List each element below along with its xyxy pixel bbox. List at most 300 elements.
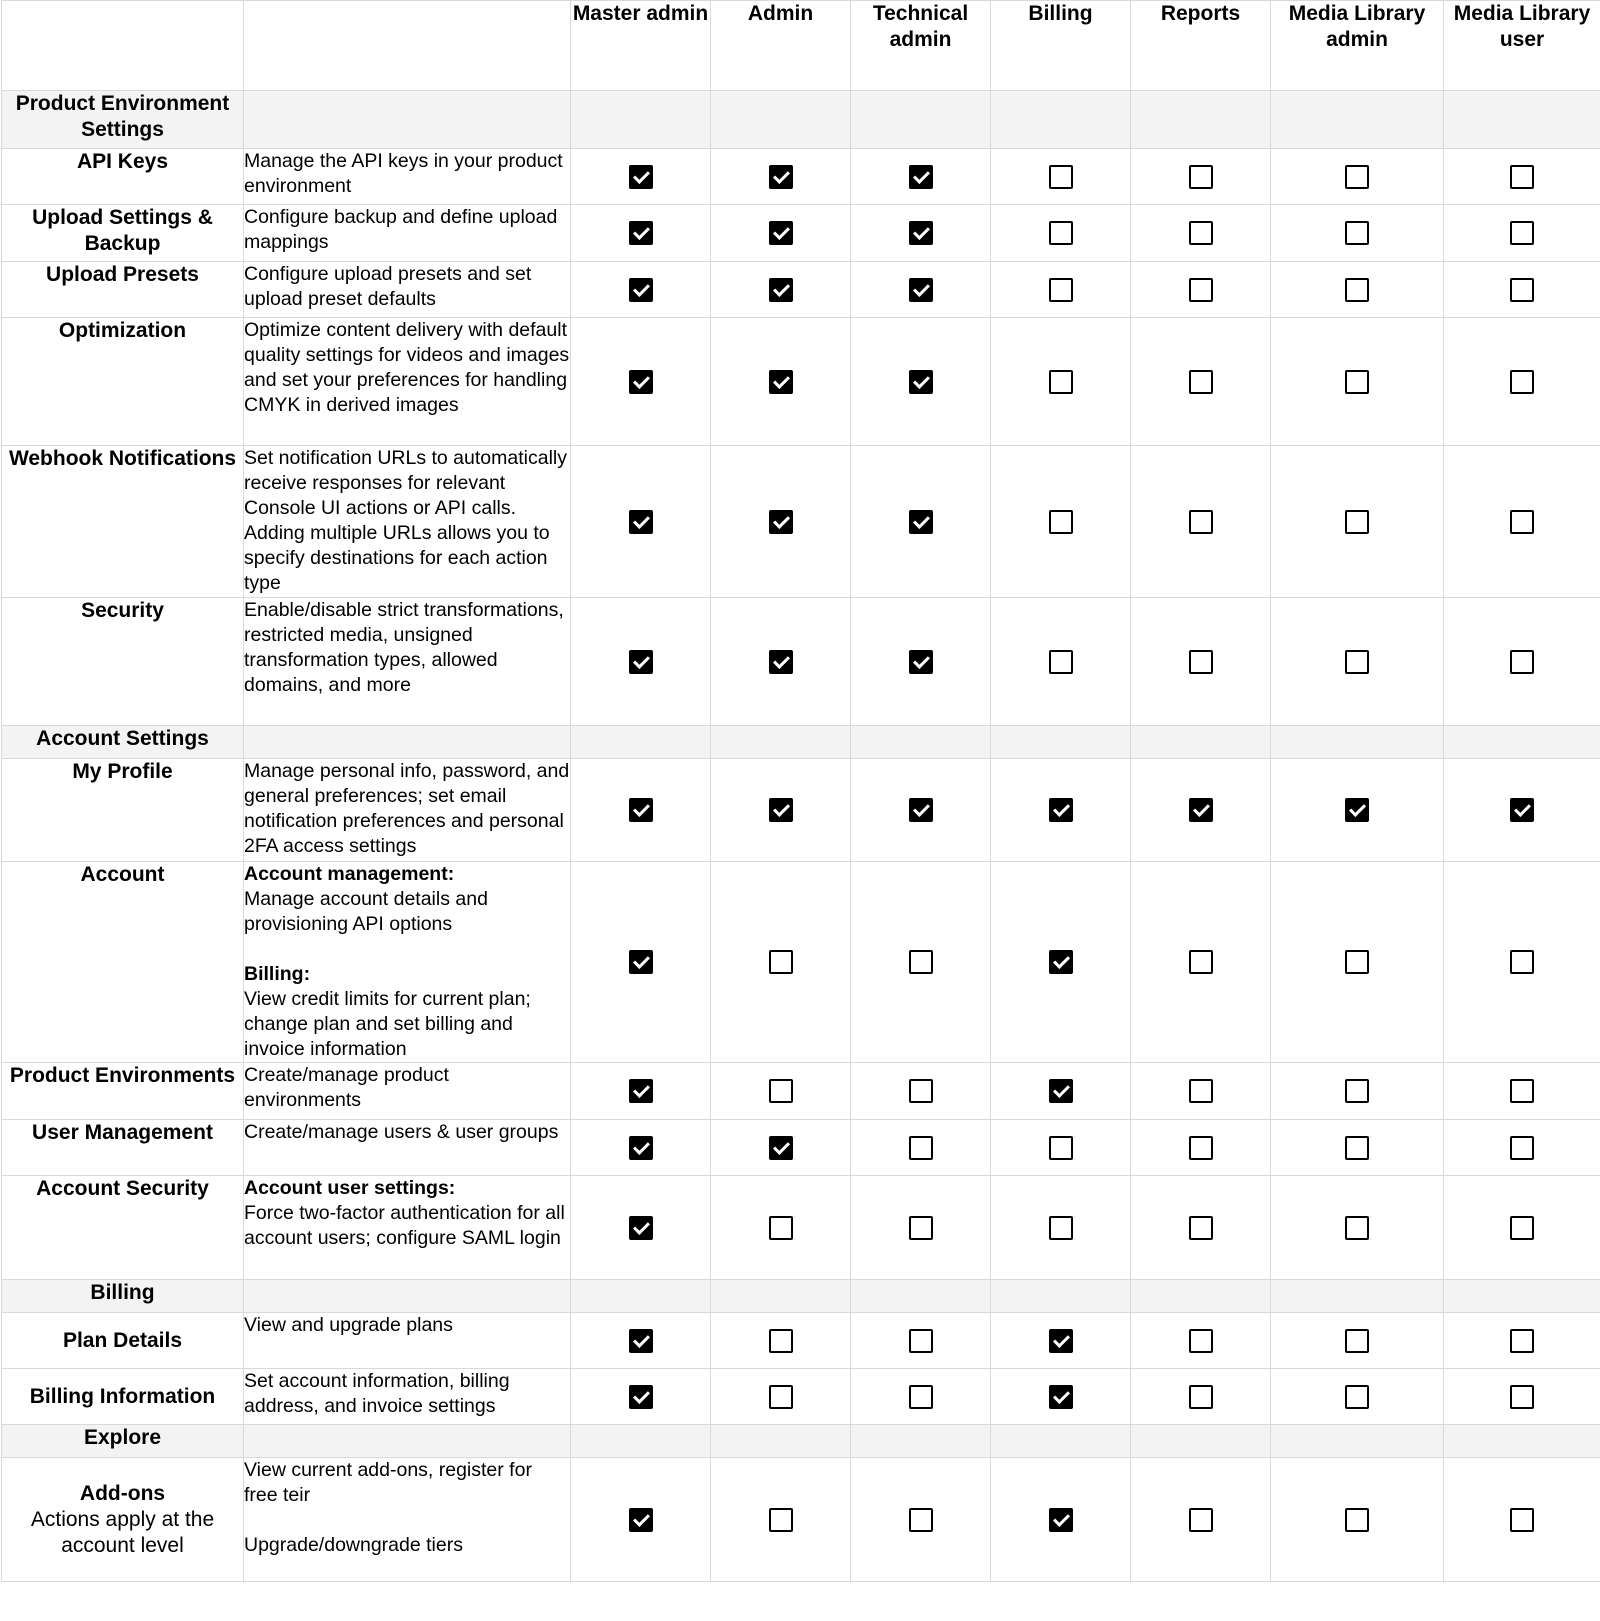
- description-cell: [244, 598, 571, 726]
- feature-row-api-keys: [2, 149, 1600, 205]
- unchecked-checkbox-icon[interactable]: [1049, 165, 1073, 189]
- checked-checkbox-icon[interactable]: [1049, 1079, 1073, 1103]
- checked-checkbox-icon[interactable]: [769, 1136, 793, 1160]
- feature-name: Billing Information: [29, 1384, 216, 1408]
- permission-cell-master-admin: [571, 1458, 711, 1582]
- feature-row-user-management: [2, 1120, 1600, 1176]
- feature-row-upload-presets: [2, 262, 1600, 318]
- feature-cell: [2, 598, 244, 726]
- description-cell: [244, 446, 571, 598]
- permission-cell-media-library-admin: [1271, 1176, 1444, 1280]
- permission-cell-master-admin: [571, 1063, 711, 1120]
- checked-checkbox-icon[interactable]: [1049, 1329, 1073, 1353]
- unchecked-checkbox-icon[interactable]: [769, 1508, 793, 1532]
- feature-row-webhook-notifications: [2, 446, 1600, 598]
- unchecked-checkbox-icon[interactable]: [1510, 950, 1534, 974]
- section-row: [2, 1425, 1600, 1458]
- description-text: View credit limits for current plan; change plan and set billing and invoice information: [244, 988, 531, 1060]
- description-text: View and upgrade plans: [244, 1314, 453, 1336]
- unchecked-checkbox-icon[interactable]: [1345, 165, 1369, 189]
- feature-name: Product Environments: [9, 1064, 236, 1087]
- description-text: Configure backup and define upload mappings: [244, 206, 558, 253]
- checked-checkbox-icon[interactable]: [769, 798, 793, 822]
- permission-cell-technical-admin: [851, 598, 991, 726]
- unchecked-checkbox-icon[interactable]: [1049, 650, 1073, 674]
- feature-cell: [2, 862, 244, 1063]
- checked-checkbox-icon[interactable]: [629, 370, 653, 394]
- permission-cell-admin: [711, 1063, 851, 1120]
- description-text: Manage personal info, password, and general preferences; set email notification preferences and personal 2FA access settings: [244, 760, 570, 857]
- checked-checkbox-icon[interactable]: [629, 1216, 653, 1240]
- section-empty-cell: [1444, 726, 1600, 759]
- permission-cell-master-admin: [571, 1120, 711, 1176]
- section-empty-cell: [711, 1425, 851, 1458]
- unchecked-checkbox-icon[interactable]: [1345, 1079, 1369, 1103]
- permission-cell-billing: [991, 862, 1131, 1063]
- section-empty-cell: [571, 91, 711, 149]
- permission-cell-media-library-admin: [1271, 1369, 1444, 1425]
- checked-checkbox-icon[interactable]: [1049, 798, 1073, 822]
- feature-row-optimization: [2, 318, 1600, 446]
- header-row: [2, 1, 1600, 91]
- description-cell: [244, 149, 571, 205]
- description-text: Create/manage users & user groups: [244, 1121, 559, 1143]
- permission-cell-technical-admin: [851, 1458, 991, 1582]
- permission-cell-admin: [711, 1458, 851, 1582]
- header-blank-feature: [2, 1, 244, 91]
- checked-checkbox-icon[interactable]: [909, 510, 933, 534]
- permission-cell-media-library-admin: [1271, 1458, 1444, 1582]
- permission-cell-admin: [711, 862, 851, 1063]
- feature-cell: [2, 1458, 244, 1582]
- permission-cell-master-admin: [571, 759, 711, 862]
- permission-cell-master-admin: [571, 205, 711, 262]
- feature-cell: [2, 1369, 244, 1425]
- feature-row-billing-information: [2, 1369, 1600, 1425]
- checked-checkbox-icon[interactable]: [629, 950, 653, 974]
- permission-cell-reports: [1131, 598, 1271, 726]
- section-empty-cell: [571, 1280, 711, 1313]
- section-empty-cell: [244, 91, 571, 149]
- unchecked-checkbox-icon[interactable]: [1510, 510, 1534, 534]
- section-empty-cell: [1131, 726, 1271, 759]
- checked-checkbox-icon[interactable]: [629, 1508, 653, 1532]
- permission-cell-admin: [711, 759, 851, 862]
- permission-cell-admin: [711, 1369, 851, 1425]
- unchecked-checkbox-icon[interactable]: [1049, 510, 1073, 534]
- unchecked-checkbox-icon[interactable]: [1189, 1329, 1213, 1353]
- checked-checkbox-icon[interactable]: [769, 510, 793, 534]
- unchecked-checkbox-icon[interactable]: [1189, 370, 1213, 394]
- unchecked-checkbox-icon[interactable]: [1510, 1136, 1534, 1160]
- description-subheading: Account user settings:: [244, 1177, 456, 1199]
- permission-cell-master-admin: [571, 862, 711, 1063]
- description-spacer: [244, 937, 570, 962]
- permission-cell-reports: [1131, 759, 1271, 862]
- section-empty-cell: [851, 1280, 991, 1313]
- description-text: Manage the API keys in your product environment: [244, 150, 563, 197]
- description-text: Create/manage product environments: [244, 1064, 449, 1111]
- feature-name: Optimization: [58, 319, 187, 342]
- feature-note: Actions apply at the account level: [30, 1507, 215, 1557]
- description-subheading: Account management:: [244, 863, 455, 885]
- description-text: Set notification URLs to automatically receive responses for relevant Console UI actions or API calls. Adding multiple URLs allows you to specify destinations for each action type: [244, 447, 567, 594]
- permission-cell-billing: [991, 598, 1131, 726]
- unchecked-checkbox-icon[interactable]: [1189, 165, 1213, 189]
- unchecked-checkbox-icon[interactable]: [1049, 221, 1073, 245]
- section-title: Explore: [2, 1425, 244, 1458]
- permission-cell-media-library-user: [1444, 1369, 1600, 1425]
- permission-cell-media-library-admin: [1271, 446, 1444, 598]
- permission-cell-technical-admin: [851, 446, 991, 598]
- permission-cell-media-library-user: [1444, 1313, 1600, 1369]
- unchecked-checkbox-icon[interactable]: [1345, 1385, 1369, 1409]
- checked-checkbox-icon[interactable]: [629, 1136, 653, 1160]
- feature-cell: [2, 759, 244, 862]
- permission-cell-admin: [711, 1313, 851, 1369]
- feature-name: Account: [80, 863, 165, 886]
- permission-cell-master-admin: [571, 598, 711, 726]
- permission-cell-billing: [991, 205, 1131, 262]
- permission-cell-reports: [1131, 1369, 1271, 1425]
- checked-checkbox-icon[interactable]: [629, 1079, 653, 1103]
- unchecked-checkbox-icon[interactable]: [1189, 278, 1213, 302]
- feature-row-security: [2, 598, 1600, 726]
- permission-cell-media-library-admin: [1271, 862, 1444, 1063]
- permission-cell-billing: [991, 149, 1131, 205]
- checked-checkbox-icon[interactable]: [769, 278, 793, 302]
- section-empty-cell: [1271, 91, 1444, 149]
- section-empty-cell: [1131, 1425, 1271, 1458]
- permission-cell-billing: [991, 1313, 1131, 1369]
- unchecked-checkbox-icon[interactable]: [1189, 650, 1213, 674]
- unchecked-checkbox-icon[interactable]: [769, 950, 793, 974]
- section-title: Account Settings: [2, 726, 244, 759]
- feature-name: Webhook Notifications: [8, 447, 237, 470]
- description-cell: [244, 318, 571, 446]
- permission-cell-master-admin: [571, 1369, 711, 1425]
- permission-cell-technical-admin: [851, 262, 991, 318]
- checked-checkbox-icon[interactable]: [769, 221, 793, 245]
- unchecked-checkbox-icon[interactable]: [1510, 1079, 1534, 1103]
- permission-cell-technical-admin: [851, 1369, 991, 1425]
- section-title: Product Environment Settings: [2, 91, 244, 149]
- checked-checkbox-icon[interactable]: [909, 221, 933, 245]
- section-empty-cell: [1271, 1425, 1444, 1458]
- unchecked-checkbox-icon[interactable]: [1189, 950, 1213, 974]
- description-cell: [244, 1176, 571, 1280]
- description-cell: [244, 862, 571, 1063]
- section-empty-cell: [571, 1425, 711, 1458]
- unchecked-checkbox-icon[interactable]: [1510, 1329, 1534, 1353]
- unchecked-checkbox-icon[interactable]: [1049, 278, 1073, 302]
- unchecked-checkbox-icon[interactable]: [1510, 1385, 1534, 1409]
- unchecked-checkbox-icon[interactable]: [1049, 1216, 1073, 1240]
- feature-name: Add-ons: [79, 1481, 166, 1505]
- feature-cell: [2, 149, 244, 205]
- feature-name: Account Security: [36, 1177, 209, 1200]
- checked-checkbox-icon[interactable]: [629, 1385, 653, 1409]
- permission-cell-reports: [1131, 1176, 1271, 1280]
- permission-cell-reports: [1131, 1063, 1271, 1120]
- section-empty-cell: [1444, 1280, 1600, 1313]
- feature-row-plan-details: [2, 1313, 1600, 1369]
- feature-row-account: [2, 862, 1600, 1063]
- unchecked-checkbox-icon[interactable]: [1510, 370, 1534, 394]
- feature-row-my-profile: [2, 759, 1600, 862]
- permission-cell-reports: [1131, 262, 1271, 318]
- permission-cell-reports: [1131, 205, 1271, 262]
- feature-row-upload-settings-and-backup: [2, 205, 1600, 262]
- section-empty-cell: [851, 91, 991, 149]
- unchecked-checkbox-icon[interactable]: [1510, 165, 1534, 189]
- unchecked-checkbox-icon[interactable]: [769, 1385, 793, 1409]
- role-header-reports: Reports: [1131, 1, 1271, 91]
- description-text: Set account information, billing address, and invoice settings: [244, 1370, 510, 1417]
- permission-cell-media-library-admin: [1271, 759, 1444, 862]
- permission-cell-billing: [991, 1063, 1131, 1120]
- feature-name: User Management: [32, 1121, 213, 1144]
- feature-name: Upload Settings & Backup: [32, 206, 213, 255]
- feature-cell: [2, 205, 244, 262]
- permission-cell-media-library-admin: [1271, 1120, 1444, 1176]
- checked-checkbox-icon[interactable]: [769, 165, 793, 189]
- unchecked-checkbox-icon[interactable]: [769, 1329, 793, 1353]
- permission-cell-master-admin: [571, 1176, 711, 1280]
- permission-cell-technical-admin: [851, 205, 991, 262]
- permission-cell-technical-admin: [851, 759, 991, 862]
- feature-row-product-environments: [2, 1063, 1600, 1120]
- role-header-admin: Admin: [711, 1, 851, 91]
- feature-cell: [2, 318, 244, 446]
- permission-cell-billing: [991, 1369, 1131, 1425]
- permission-cell-admin: [711, 262, 851, 318]
- description-cell: [244, 1313, 571, 1369]
- permission-cell-admin: [711, 205, 851, 262]
- permission-cell-master-admin: [571, 318, 711, 446]
- unchecked-checkbox-icon[interactable]: [1049, 370, 1073, 394]
- feature-cell: [2, 446, 244, 598]
- unchecked-checkbox-icon[interactable]: [909, 1508, 933, 1532]
- checked-checkbox-icon[interactable]: [629, 1329, 653, 1353]
- permission-cell-media-library-user: [1444, 1176, 1600, 1280]
- unchecked-checkbox-icon[interactable]: [909, 1329, 933, 1353]
- description-cell: [244, 1120, 571, 1176]
- unchecked-checkbox-icon[interactable]: [1345, 370, 1369, 394]
- unchecked-checkbox-icon[interactable]: [1189, 1136, 1213, 1160]
- permission-cell-reports: [1131, 318, 1271, 446]
- permission-cell-reports: [1131, 149, 1271, 205]
- permission-cell-technical-admin: [851, 149, 991, 205]
- permission-cell-media-library-user: [1444, 862, 1600, 1063]
- unchecked-checkbox-icon[interactable]: [1189, 221, 1213, 245]
- unchecked-checkbox-icon[interactable]: [1345, 278, 1369, 302]
- description-text: Optimize content delivery with default quality settings for videos and images and set your preferences for handling CMYK in derived images: [244, 319, 570, 416]
- checked-checkbox-icon[interactable]: [909, 165, 933, 189]
- section-row: [2, 726, 1600, 759]
- permission-cell-admin: [711, 598, 851, 726]
- section-empty-cell: [1271, 726, 1444, 759]
- feature-row-account-security: [2, 1176, 1600, 1280]
- role-header-billing: Billing: [991, 1, 1131, 91]
- permission-cell-billing: [991, 446, 1131, 598]
- unchecked-checkbox-icon[interactable]: [1345, 221, 1369, 245]
- permission-cell-technical-admin: [851, 862, 991, 1063]
- unchecked-checkbox-icon[interactable]: [1510, 221, 1534, 245]
- permission-cell-media-library-user: [1444, 759, 1600, 862]
- section-empty-cell: [571, 726, 711, 759]
- checked-checkbox-icon[interactable]: [629, 278, 653, 302]
- description-spacer: [244, 1508, 570, 1533]
- checked-checkbox-icon[interactable]: [909, 650, 933, 674]
- permission-cell-master-admin: [571, 1313, 711, 1369]
- permission-cell-reports: [1131, 1120, 1271, 1176]
- unchecked-checkbox-icon[interactable]: [1345, 650, 1369, 674]
- section-empty-cell: [991, 1425, 1131, 1458]
- feature-name: API Keys: [76, 150, 169, 173]
- feature-row-add-ons: [2, 1458, 1600, 1582]
- checked-checkbox-icon[interactable]: [629, 650, 653, 674]
- description-cell: [244, 759, 571, 862]
- unchecked-checkbox-icon[interactable]: [1189, 1508, 1213, 1532]
- feature-name: My Profile: [72, 760, 173, 783]
- feature-cell: [2, 1120, 244, 1176]
- permission-cell-technical-admin: [851, 1176, 991, 1280]
- description-text: Configure upload presets and set upload preset defaults: [244, 263, 532, 310]
- checked-checkbox-icon[interactable]: [629, 221, 653, 245]
- role-header-media-library-user: Media Library user: [1444, 1, 1600, 91]
- role-header-master-admin: Master admin: [571, 1, 711, 91]
- permission-cell-billing: [991, 1458, 1131, 1582]
- unchecked-checkbox-icon[interactable]: [1345, 510, 1369, 534]
- section-empty-cell: [1131, 1280, 1271, 1313]
- permission-cell-admin: [711, 1176, 851, 1280]
- feature-cell: [2, 1176, 244, 1280]
- feature-cell: [2, 1063, 244, 1120]
- feature-name: Security: [81, 599, 164, 622]
- permission-cell-media-library-admin: [1271, 205, 1444, 262]
- section-empty-cell: [711, 726, 851, 759]
- permission-cell-billing: [991, 1120, 1131, 1176]
- permission-cell-media-library-user: [1444, 262, 1600, 318]
- section-empty-cell: [1444, 91, 1600, 149]
- unchecked-checkbox-icon[interactable]: [1345, 1136, 1369, 1160]
- unchecked-checkbox-icon[interactable]: [909, 950, 933, 974]
- permission-cell-media-library-admin: [1271, 598, 1444, 726]
- checked-checkbox-icon[interactable]: [1189, 798, 1213, 822]
- section-empty-cell: [851, 1425, 991, 1458]
- description-cell: [244, 262, 571, 318]
- checked-checkbox-icon[interactable]: [909, 798, 933, 822]
- checked-checkbox-icon[interactable]: [1049, 950, 1073, 974]
- unchecked-checkbox-icon[interactable]: [1049, 1136, 1073, 1160]
- unchecked-checkbox-icon[interactable]: [769, 1079, 793, 1103]
- unchecked-checkbox-icon[interactable]: [1510, 1508, 1534, 1532]
- section-empty-cell: [244, 1280, 571, 1313]
- permission-cell-master-admin: [571, 262, 711, 318]
- permission-cell-media-library-user: [1444, 598, 1600, 726]
- feature-cell: [2, 262, 244, 318]
- permission-cell-media-library-user: [1444, 318, 1600, 446]
- unchecked-checkbox-icon[interactable]: [769, 1216, 793, 1240]
- permission-cell-admin: [711, 149, 851, 205]
- permission-cell-reports: [1131, 1313, 1271, 1369]
- unchecked-checkbox-icon[interactable]: [1189, 510, 1213, 534]
- unchecked-checkbox-icon[interactable]: [1510, 278, 1534, 302]
- description-text: Manage account details and provisioning API options: [244, 888, 488, 935]
- unchecked-checkbox-icon[interactable]: [1345, 1508, 1369, 1532]
- role-header-media-library-admin: Media Library admin: [1271, 1, 1444, 91]
- permission-cell-media-library-admin: [1271, 1313, 1444, 1369]
- permission-cell-media-library-user: [1444, 205, 1600, 262]
- unchecked-checkbox-icon[interactable]: [1189, 1079, 1213, 1103]
- unchecked-checkbox-icon[interactable]: [909, 1216, 933, 1240]
- section-empty-cell: [851, 726, 991, 759]
- description-subheading: Billing:: [244, 963, 311, 985]
- description-cell: [244, 1458, 571, 1582]
- description-text: Force two-factor authentication for all account users; configure SAML login: [244, 1202, 565, 1249]
- unchecked-checkbox-icon[interactable]: [909, 1385, 933, 1409]
- permission-cell-reports: [1131, 446, 1271, 598]
- checked-checkbox-icon[interactable]: [1345, 798, 1369, 822]
- permission-cell-media-library-user: [1444, 446, 1600, 598]
- checked-checkbox-icon[interactable]: [769, 370, 793, 394]
- permission-cell-reports: [1131, 862, 1271, 1063]
- feature-name: Plan Details: [62, 1328, 183, 1352]
- checked-checkbox-icon[interactable]: [769, 650, 793, 674]
- section-empty-cell: [711, 91, 851, 149]
- section-empty-cell: [244, 726, 571, 759]
- permission-cell-media-library-user: [1444, 1458, 1600, 1582]
- section-empty-cell: [711, 1280, 851, 1313]
- unchecked-checkbox-icon[interactable]: [1345, 1329, 1369, 1353]
- checked-checkbox-icon[interactable]: [909, 278, 933, 302]
- checked-checkbox-icon[interactable]: [629, 798, 653, 822]
- checked-checkbox-icon[interactable]: [1049, 1385, 1073, 1409]
- section-empty-cell: [1131, 91, 1271, 149]
- unchecked-checkbox-icon[interactable]: [1510, 650, 1534, 674]
- unchecked-checkbox-icon[interactable]: [909, 1136, 933, 1160]
- unchecked-checkbox-icon[interactable]: [1345, 1216, 1369, 1240]
- section-empty-cell: [1271, 1280, 1444, 1313]
- section-empty-cell: [244, 1425, 571, 1458]
- section-empty-cell: [991, 1280, 1131, 1313]
- unchecked-checkbox-icon[interactable]: [1345, 950, 1369, 974]
- checked-checkbox-icon[interactable]: [629, 510, 653, 534]
- role-header-technical-admin: Technical admin: [851, 1, 991, 91]
- checked-checkbox-icon[interactable]: [909, 370, 933, 394]
- permission-cell-technical-admin: [851, 1313, 991, 1369]
- permission-cell-media-library-admin: [1271, 1063, 1444, 1120]
- permission-cell-technical-admin: [851, 1063, 991, 1120]
- description-text: View current add-ons, register for free teir: [244, 1459, 532, 1506]
- checked-checkbox-icon[interactable]: [1510, 798, 1534, 822]
- unchecked-checkbox-icon[interactable]: [1189, 1216, 1213, 1240]
- description-text: Upgrade/downgrade tiers: [244, 1534, 463, 1556]
- permission-cell-admin: [711, 1120, 851, 1176]
- permission-cell-media-library-admin: [1271, 262, 1444, 318]
- permission-cell-media-library-user: [1444, 149, 1600, 205]
- section-empty-cell: [991, 726, 1131, 759]
- feature-cell: [2, 1313, 244, 1369]
- checked-checkbox-icon[interactable]: [629, 165, 653, 189]
- unchecked-checkbox-icon[interactable]: [1189, 1385, 1213, 1409]
- section-empty-cell: [1444, 1425, 1600, 1458]
- checked-checkbox-icon[interactable]: [1049, 1508, 1073, 1532]
- permission-cell-billing: [991, 759, 1131, 862]
- unchecked-checkbox-icon[interactable]: [1510, 1216, 1534, 1240]
- unchecked-checkbox-icon[interactable]: [909, 1079, 933, 1103]
